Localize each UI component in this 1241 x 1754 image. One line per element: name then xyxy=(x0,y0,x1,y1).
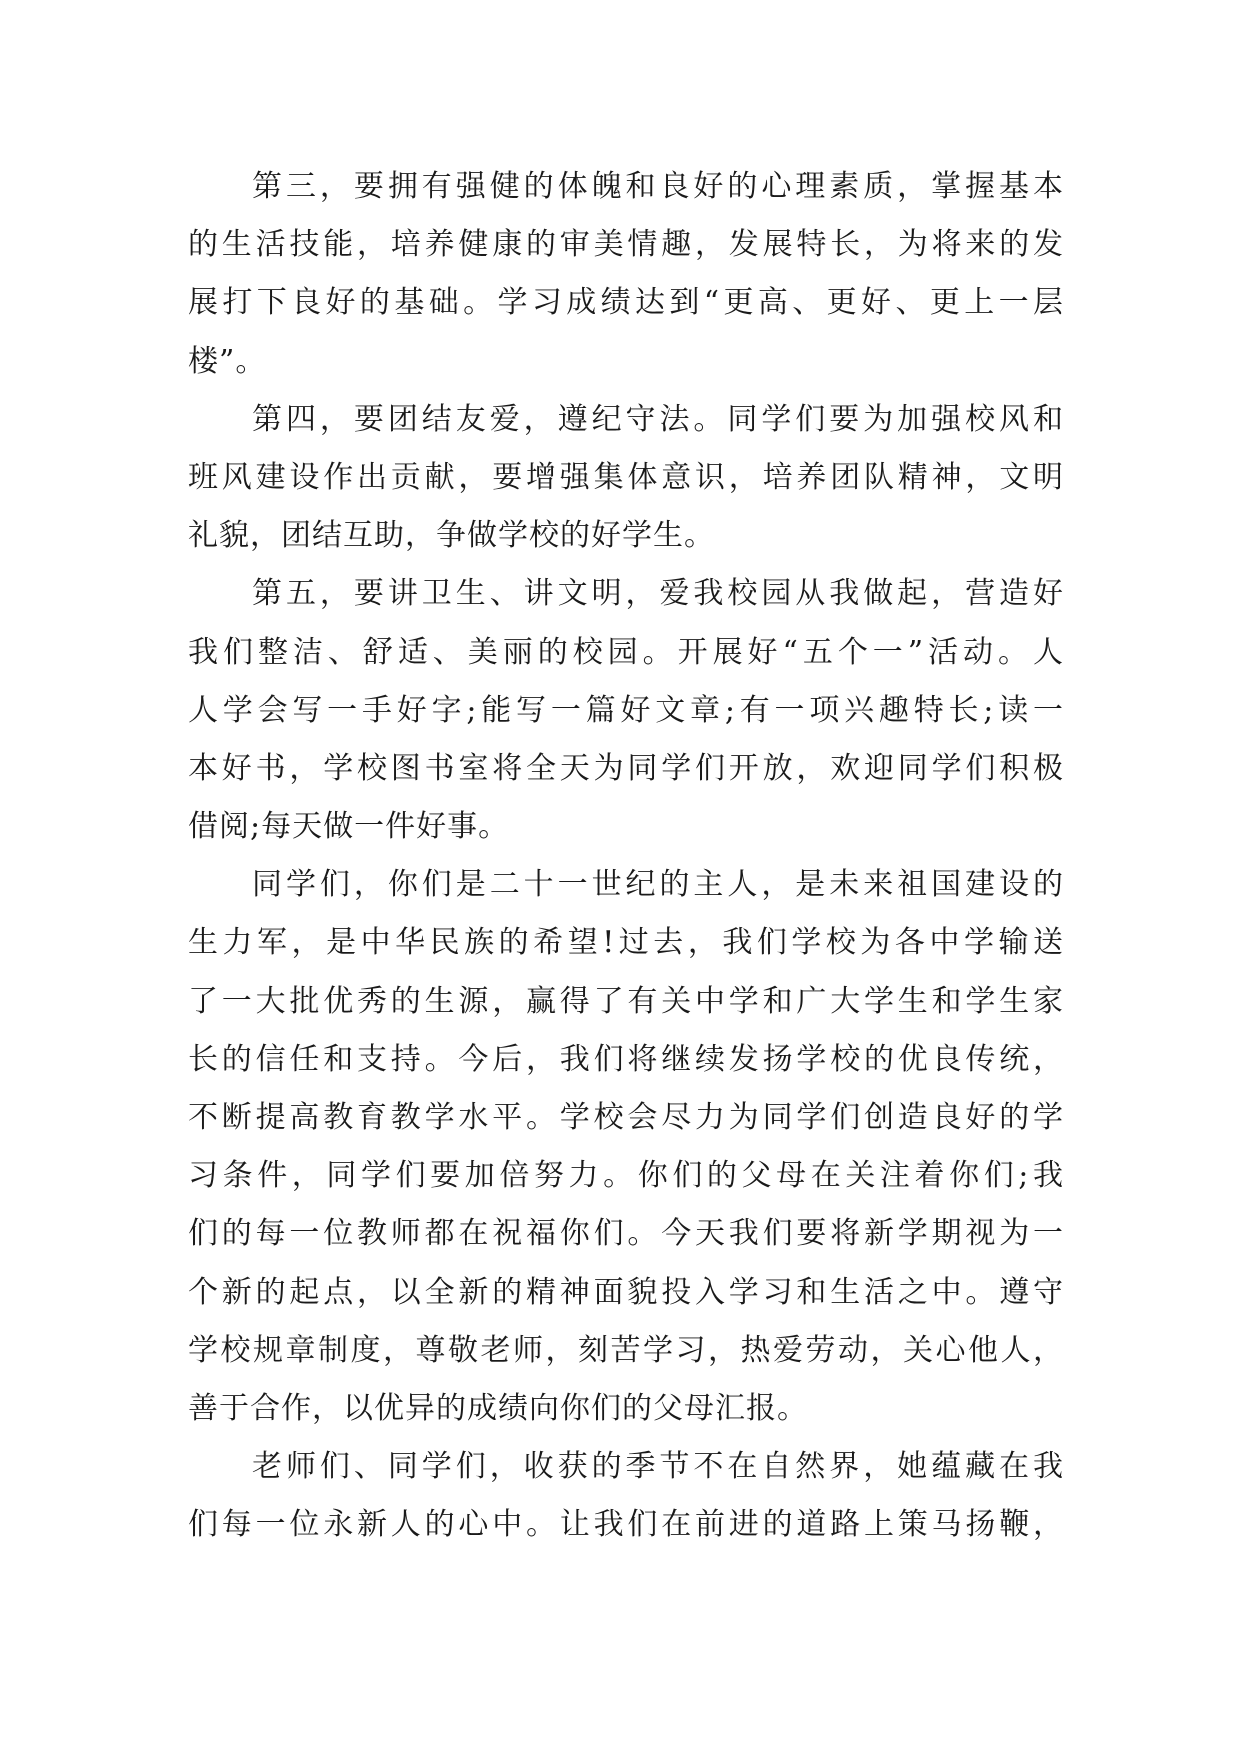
paragraph-5 xyxy=(188,1438,1064,1554)
text-line: 第五，要讲卫生、讲文明，爱我校园从我做起，营造好 xyxy=(252,576,1064,612)
text-line: 个新的起点，以全新的精神面貌投入学习和生活之中。遵守 xyxy=(188,1274,1064,1310)
text-line: 借阅;每天做一件好事。 xyxy=(188,809,510,845)
text-line: 长的信任和支持。今后，我们将继续发扬学校的优良传统， xyxy=(188,1041,1064,1077)
text-line: 楼”。 xyxy=(188,343,267,379)
text-line: 善于合作，以优异的成绩向你们的父母汇报。 xyxy=(188,1390,808,1426)
text-line: 不断提高教育教学水平。学校会尽力为同学们创造良好的学 xyxy=(188,1100,1064,1135)
text-line: 老师们、同学们，收获的季节不在自然界，她蕴藏在我 xyxy=(252,1449,1064,1485)
text-line: 们每一位永新人的心中。让我们在前进的道路上策马扬鞭， xyxy=(188,1507,1064,1543)
text-line: 的生活技能，培养健康的审美情趣，发展特长，为将来的发 xyxy=(188,227,1064,263)
text-line: 礼貌，团结互助，争做学校的好学生。 xyxy=(188,518,715,554)
text-line: 了一大批优秀的生源，赢得了有关中学和广大学生和学生家 xyxy=(188,983,1064,1019)
text-line: 第四，要团结友爱，遵纪守法。同学们要为加强校风和 xyxy=(252,401,1064,437)
text-line: 我们整洁、舒适、美丽的校园。开展好“五个一”活动。人 xyxy=(188,634,1064,670)
paragraph-2 xyxy=(188,391,1064,566)
paragraph-4 xyxy=(188,856,1064,1438)
text-line: 学校规章制度，尊敬老师，刻苦学习，热爱劳动，关心他人， xyxy=(188,1332,1064,1368)
text-line: 第三，要拥有强健的体魄和良好的心理素质，掌握基本 xyxy=(252,169,1064,204)
document-body xyxy=(188,158,1064,1555)
text-line: 人学会写一手好字;能写一篇好文章;有一项兴趣特长;读一 xyxy=(188,692,1064,728)
text-line: 展打下良好的基础。学习成绩达到“更高、更好、更上一层 xyxy=(188,285,1064,321)
text-line: 生力军，是中华民族的希望!过去，我们学校为各中学输送 xyxy=(188,925,1064,961)
paragraph-1 xyxy=(188,158,1064,391)
text-line: 本好书，学校图书室将全天为同学们开放，欢迎同学们积极 xyxy=(188,750,1064,786)
text-line: 班风建设作出贡献，要增强集体意识，培养团队精神，文明 xyxy=(188,459,1064,495)
text-line: 同学们，你们是二十一世纪的主人，是未来祖国建设的 xyxy=(252,867,1064,903)
text-line: 们的每一位教师都在祝福你们。今天我们要将新学期视为一 xyxy=(188,1216,1064,1252)
paragraph-3 xyxy=(188,565,1064,856)
text-line: 习条件，同学们要加倍努力。你们的父母在关注着你们;我 xyxy=(188,1158,1064,1194)
